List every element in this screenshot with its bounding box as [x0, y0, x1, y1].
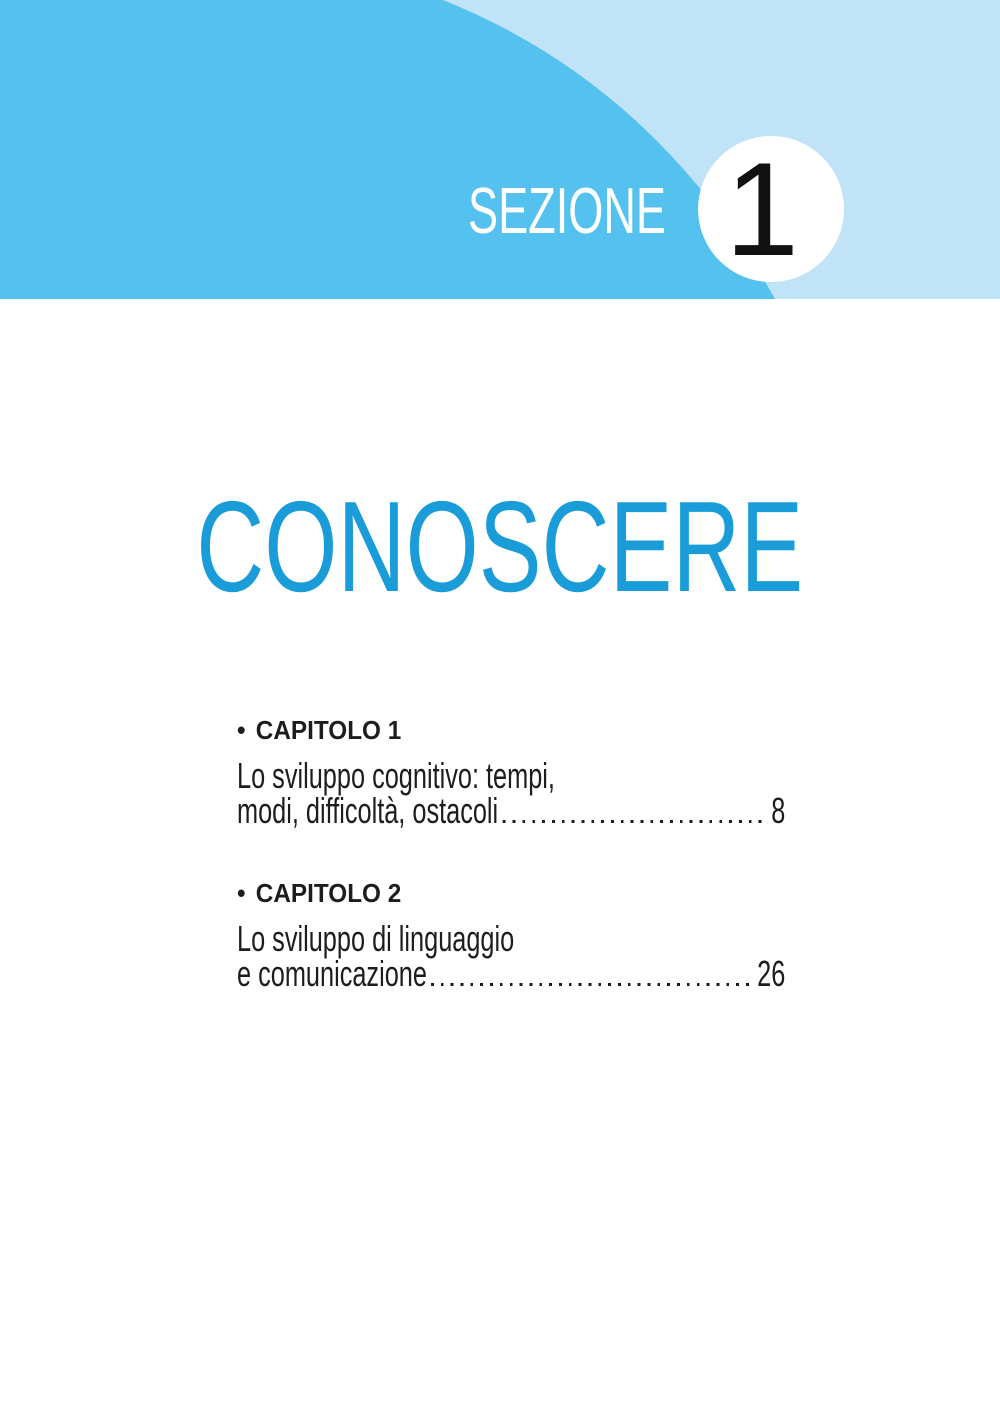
toc-entry-line: [237, 953, 786, 994]
toc-entry-line: Lo sviluppo di linguaggio: [237, 918, 515, 959]
page-title: [0, 475, 1000, 619]
section-number: 1: [725, 136, 799, 284]
page-title-text: CONOSCERE: [196, 475, 804, 619]
toc-entry-line: [237, 790, 786, 831]
header-band: [0, 0, 1000, 299]
bullet-icon: •: [237, 715, 246, 745]
toc-item-capitolo-2: [237, 877, 786, 994]
section-label: SEZIONE: [468, 175, 666, 247]
toc-heading-label: CAPITOLO 2: [255, 878, 402, 908]
toc-heading: [237, 714, 785, 746]
dot-leader: [431, 983, 750, 986]
toc-item-capitolo-1: [237, 714, 786, 831]
toc-heading-label: CAPITOLO 1: [255, 715, 402, 745]
toc-entry-text: modi, difficoltà, ostacoli: [237, 790, 499, 831]
header-curve-graphic: [0, 0, 1000, 299]
toc-heading: [237, 877, 785, 909]
dot-leader: [502, 820, 764, 823]
bullet-icon: •: [237, 878, 246, 908]
page-number: 8: [771, 790, 786, 831]
table-of-contents: [237, 714, 786, 994]
page-number: 26: [757, 953, 786, 994]
toc-entry-line: Lo sviluppo cognitivo: tempi,: [237, 755, 555, 796]
toc-entry-text: e comunicazione: [237, 953, 427, 994]
